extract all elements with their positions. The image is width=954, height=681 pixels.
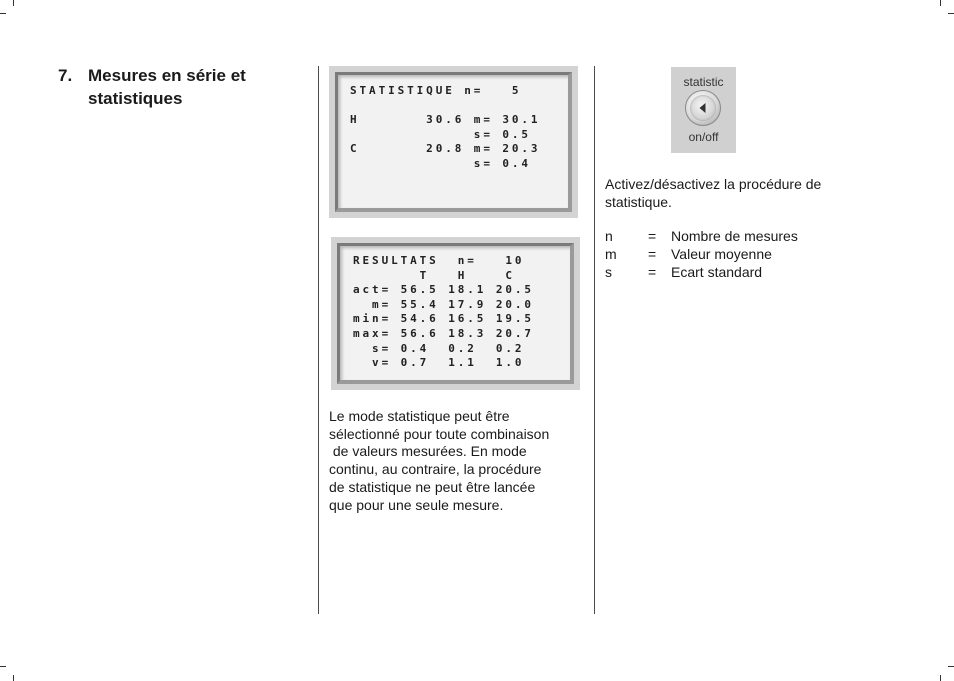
toggle-instruction <box>605 175 821 211</box>
legend-equals: = <box>648 246 657 262</box>
display-line: max= 56.6 18.3 20.7 <box>353 326 534 340</box>
display-line: RESULTATS n= 10 <box>353 254 525 267</box>
display-line <box>350 99 568 114</box>
paragraph-line: Activez/désactivez la procédure de <box>605 176 822 192</box>
key-label-top: statistic <box>683 75 724 89</box>
statistique-display <box>329 66 578 218</box>
crop-mark <box>0 13 6 14</box>
display-line: STATISTIQUE n= 5 <box>350 84 522 97</box>
paragraph-line: de valeurs mesurées. En mode <box>329 443 527 460</box>
display-line: s= 0.4 <box>350 156 531 170</box>
paragraph-line: que pour une seule mesure. <box>329 496 504 513</box>
resultats-display <box>331 237 580 390</box>
display-line: s= 0.5 <box>350 127 531 141</box>
crop-mark <box>940 675 941 681</box>
section-number: 7. <box>58 66 73 85</box>
statistic-key-illustration <box>671 67 736 153</box>
paragraph-line: statistique. <box>605 194 672 210</box>
section-heading <box>58 64 298 110</box>
legend-equals: = <box>648 228 657 244</box>
legend-value: Nombre de mesures <box>671 228 798 244</box>
paragraph-line: de statistique ne peut être lancée <box>329 478 536 495</box>
display-line: v= 0.7 1.1 1.0 <box>353 356 525 370</box>
legend-value: Ecart standard <box>671 264 763 280</box>
resultats-display-screen <box>337 243 574 384</box>
legend-key: n <box>605 228 613 244</box>
display-line: T H C <box>353 268 515 282</box>
legend-key: s <box>605 264 612 280</box>
display-line: H 30.6 m= 30.1 <box>350 113 541 127</box>
paragraph-line: sélectionné pour toute combinaison <box>329 425 550 442</box>
section-title-line-1: Mesures en série et <box>88 66 246 85</box>
crop-mark <box>940 0 941 6</box>
crop-mark <box>0 666 6 667</box>
display-line: s= 0.4 0.2 0.2 <box>353 341 525 355</box>
statistique-display-screen <box>335 72 572 212</box>
legend-equals: = <box>648 264 657 280</box>
button-face <box>690 95 716 121</box>
legend-key: m <box>605 246 617 262</box>
crop-mark <box>948 666 954 667</box>
statistics-mode-description <box>329 408 549 514</box>
display-line: min= 54.6 16.5 19.5 <box>353 312 534 326</box>
key-label-bottom: on/off <box>688 130 719 144</box>
section-title-line-2: statistiques <box>88 89 183 108</box>
display-line: C 20.8 m= 20.3 <box>350 142 541 156</box>
paragraph-line: Le mode statistique peut être <box>329 408 510 424</box>
display-line: m= 55.4 17.9 20.0 <box>353 297 534 311</box>
statistic-onoff-button[interactable] <box>685 90 721 126</box>
crop-mark <box>13 0 14 6</box>
crop-mark <box>13 675 14 681</box>
column-divider <box>594 66 595 614</box>
column-divider <box>318 66 319 614</box>
crop-mark <box>948 13 954 14</box>
legend-value: Valeur moyenne <box>671 246 772 262</box>
paragraph-line: continu, au contraire, la procédure <box>329 461 542 478</box>
display-line: act= 56.5 18.1 20.5 <box>353 283 534 297</box>
triangle-left-icon <box>690 95 716 121</box>
